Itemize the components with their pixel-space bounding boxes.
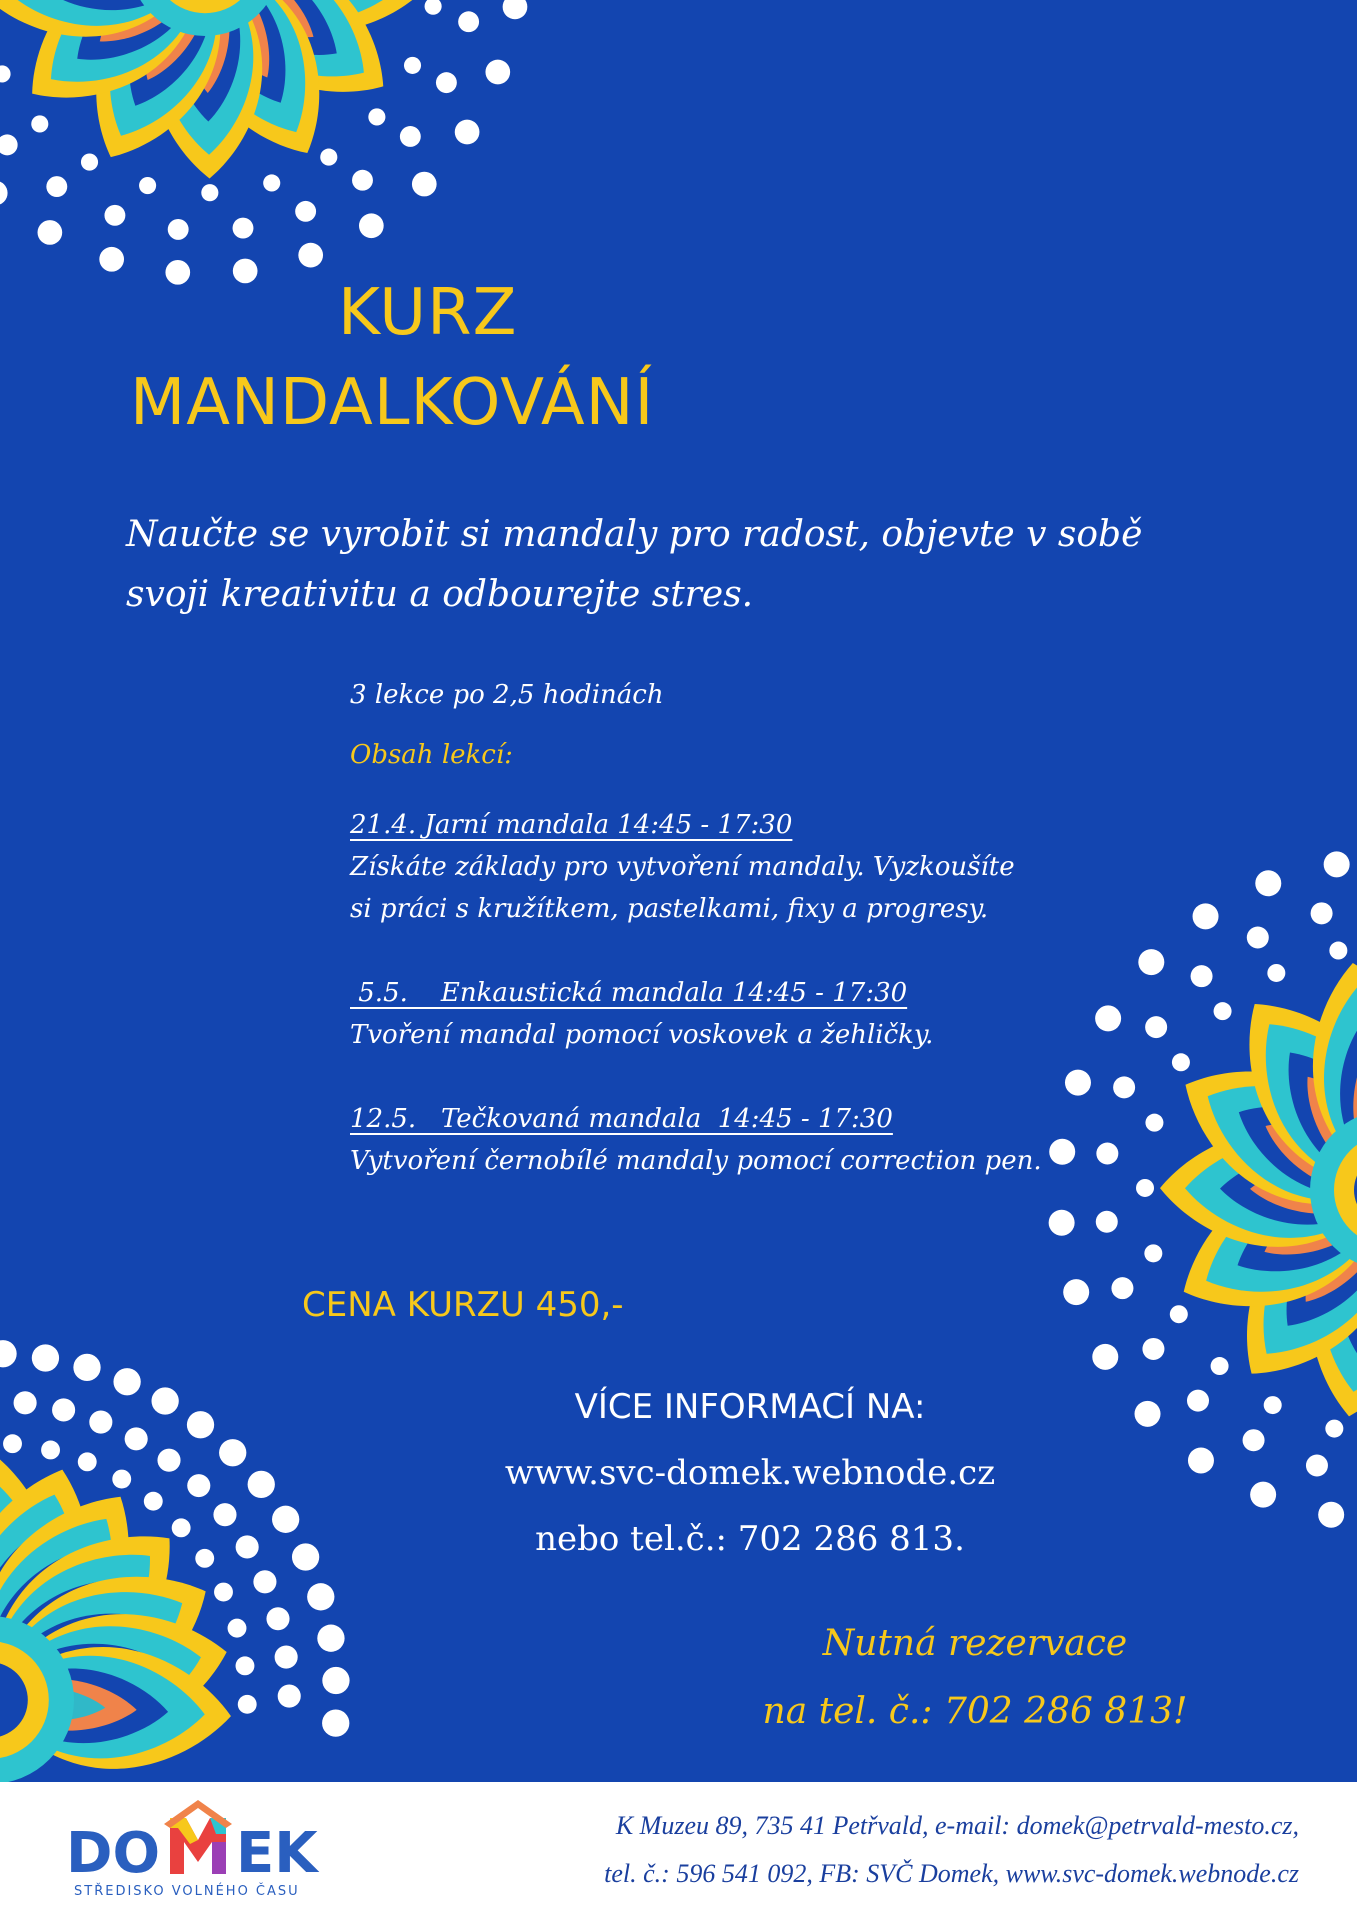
dot-shape [172, 1518, 191, 1537]
intro-text [126, 505, 1206, 625]
dot-shape [151, 1387, 178, 1414]
dot-shape [112, 1470, 131, 1489]
course-price: CENA KURZU 450,- [302, 1285, 624, 1325]
dot-shape [292, 1543, 319, 1570]
svg-text:EK: EK [236, 1821, 318, 1886]
dot-shape [219, 1439, 246, 1466]
address-line-2: tel. č.: 596 541 092, FB: SVČ Domek, www.svc-domek.webnode.cz [604, 1859, 1299, 1888]
more-info-website: www.svc-domek.webnode.cz [504, 1453, 996, 1493]
dot-shape [322, 1667, 349, 1694]
dot-shape [3, 1434, 22, 1453]
intro-line-1: Naučte se vyrobit si mandaly pro radost, objevte v sobě [126, 514, 1143, 555]
dot-shape [195, 1549, 214, 1568]
logo-graphic [66, 1788, 366, 1888]
dot-shape [317, 1625, 344, 1652]
more-info [420, 1374, 1080, 1572]
reservation-line-1: Nutná rezervace [822, 1623, 1128, 1664]
dot-shape [213, 1503, 236, 1526]
dot-shape [125, 1427, 148, 1450]
lesson-1 [350, 804, 1130, 930]
dot-shape [272, 1506, 299, 1533]
lesson-2 [350, 972, 1130, 1056]
lesson-description: Vytvoření černobílé mandaly pomocí correction pen. [350, 1146, 1042, 1176]
logo-subtitle: STŘEDISKO VOLNÉHO ČASU [74, 1884, 300, 1899]
footer [0, 1782, 1357, 1920]
course-duration: 3 lekce po 2,5 hodinách [350, 680, 664, 710]
dot-shape [52, 1398, 75, 1421]
dot-shape [307, 1583, 334, 1610]
lesson-description: Získáte základy pro vytvoření mandaly. Vyzkoušíte [350, 852, 1015, 882]
lesson-heading: 21.4. Jarní mandala 14:45 - 17:30 [350, 810, 793, 840]
dot-shape [278, 1685, 301, 1708]
dot-shape [157, 1449, 180, 1472]
dot-shape [214, 1583, 233, 1602]
dot-shape [32, 1344, 59, 1371]
dot-shape [73, 1354, 100, 1381]
dot-shape [113, 1368, 140, 1395]
dot-shape [228, 1619, 247, 1638]
more-info-heading: VÍCE INFORMACÍ NA: [574, 1387, 926, 1427]
lesson-description: Tvoření mandal pomocí voskovek a žehličky. [350, 1020, 934, 1050]
lesson-3 [350, 1098, 1130, 1182]
dot-shape [14, 1391, 37, 1414]
lesson-heading: 5.5. Enkaustická mandala 14:45 - 17:30 [350, 978, 908, 1008]
dot-shape [236, 1656, 255, 1675]
dot-shape [322, 1709, 349, 1736]
dot-shape [0, 1340, 17, 1367]
contents-label: Obsah lekcí: [350, 740, 513, 770]
lesson-heading: 12.5. Tečkovaná mandala 14:45 - 17:30 [350, 1104, 893, 1134]
dot-shape [236, 1535, 259, 1558]
title-line-1: KURZ [338, 276, 518, 350]
dot-shape [41, 1441, 60, 1460]
course-title [130, 268, 790, 448]
dot-shape [144, 1492, 163, 1511]
dot-shape [187, 1474, 210, 1497]
lesson-description: si práci s kružítkem, pastelkami, fixy a progresy. [350, 894, 989, 924]
dot-shape [78, 1452, 97, 1471]
contact-address [419, 1802, 1299, 1898]
dot-shape [253, 1570, 276, 1593]
reservation-line-2: na tel. č.: 702 286 813! [762, 1691, 1188, 1732]
title-line-2: MANDALKOVÁNÍ [130, 366, 655, 440]
dot-shape [266, 1607, 289, 1630]
dot-shape [89, 1410, 112, 1433]
lessons-section [350, 674, 1130, 1182]
dot-shape [187, 1411, 214, 1438]
svg-text:DO: DO [66, 1821, 161, 1886]
intro-line-2: svoji kreativitu a odbourejte stres. [126, 574, 754, 615]
dot-shape [248, 1471, 275, 1498]
dot-shape [238, 1695, 257, 1714]
dot-shape [275, 1645, 298, 1668]
reservation-note [760, 1610, 1190, 1746]
domek-logo [66, 1788, 366, 1908]
more-info-phone: nebo tel.č.: 702 286 813. [535, 1519, 965, 1559]
address-line-1: K Muzeu 89, 735 41 Petřvald, e-mail: domek@petrvald-mesto.cz, [615, 1811, 1299, 1840]
